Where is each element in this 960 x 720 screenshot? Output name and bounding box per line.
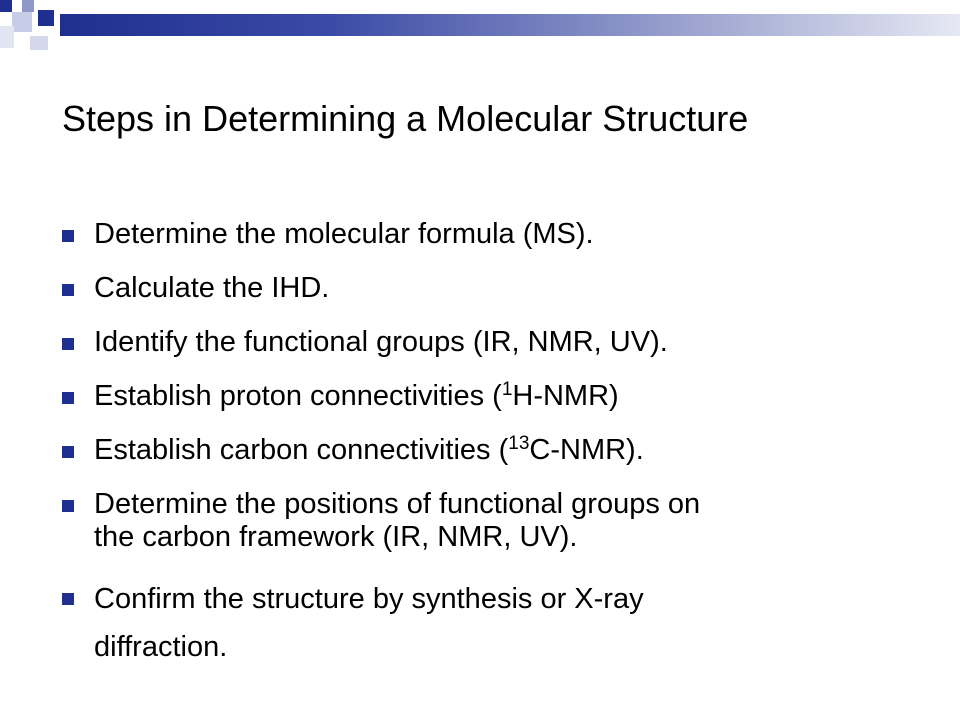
- bullet-text-after: H-NMR): [512, 380, 619, 412]
- bullet-square-icon: [62, 593, 74, 605]
- bullet-item: [62, 575, 932, 671]
- bullet-square-icon: [62, 338, 74, 350]
- bullet-square-icon: [62, 392, 74, 404]
- bullet-text-line1: Confirm the structure by synthesis or X-ray: [94, 583, 644, 615]
- bullet-item: [62, 434, 932, 467]
- isotope-superscript: 1: [501, 379, 513, 400]
- bullet-square-icon: [62, 446, 74, 458]
- bullet-square-icon: [62, 500, 74, 512]
- bullet-text-line2: diffraction.: [94, 631, 228, 663]
- bullet-text-before: Establish proton connectivities (: [94, 380, 502, 412]
- header-gradient-bar: [60, 14, 960, 36]
- bullet-text-line2: the carbon framework (IR, NMR, UV).: [94, 521, 578, 553]
- bullet-text-after: C-NMR).: [529, 434, 644, 466]
- corner-square-dark-3: [38, 10, 54, 26]
- corner-square-light-3: [30, 36, 48, 50]
- slide-title: Steps in Determining a Molecular Structure: [62, 98, 749, 139]
- bullet-item: [62, 218, 932, 251]
- bullet-item: [62, 272, 932, 305]
- bullet-square-icon: [62, 284, 74, 296]
- corner-square-light-2: [0, 26, 14, 48]
- bullet-text-before: Establish carbon connectivities (: [94, 434, 509, 466]
- bullet-text: Identify the functional groups (IR, NMR, UV).: [94, 326, 668, 358]
- corner-square-dark-2: [22, 0, 34, 12]
- isotope-superscript: 13: [508, 433, 530, 454]
- bullet-item: [62, 380, 932, 413]
- bullet-square-icon: [62, 230, 74, 242]
- bullet-text: Calculate the IHD.: [94, 272, 330, 304]
- bullet-item: [62, 326, 932, 359]
- corner-square-light-1: [12, 12, 32, 32]
- bullet-item: [62, 488, 932, 554]
- bullet-text: Determine the molecular formula (MS).: [94, 218, 594, 250]
- bullet-text-line1: Determine the positions of functional groups on: [94, 488, 701, 520]
- corner-square-dark-1: [0, 0, 12, 12]
- bullet-list: [62, 218, 932, 671]
